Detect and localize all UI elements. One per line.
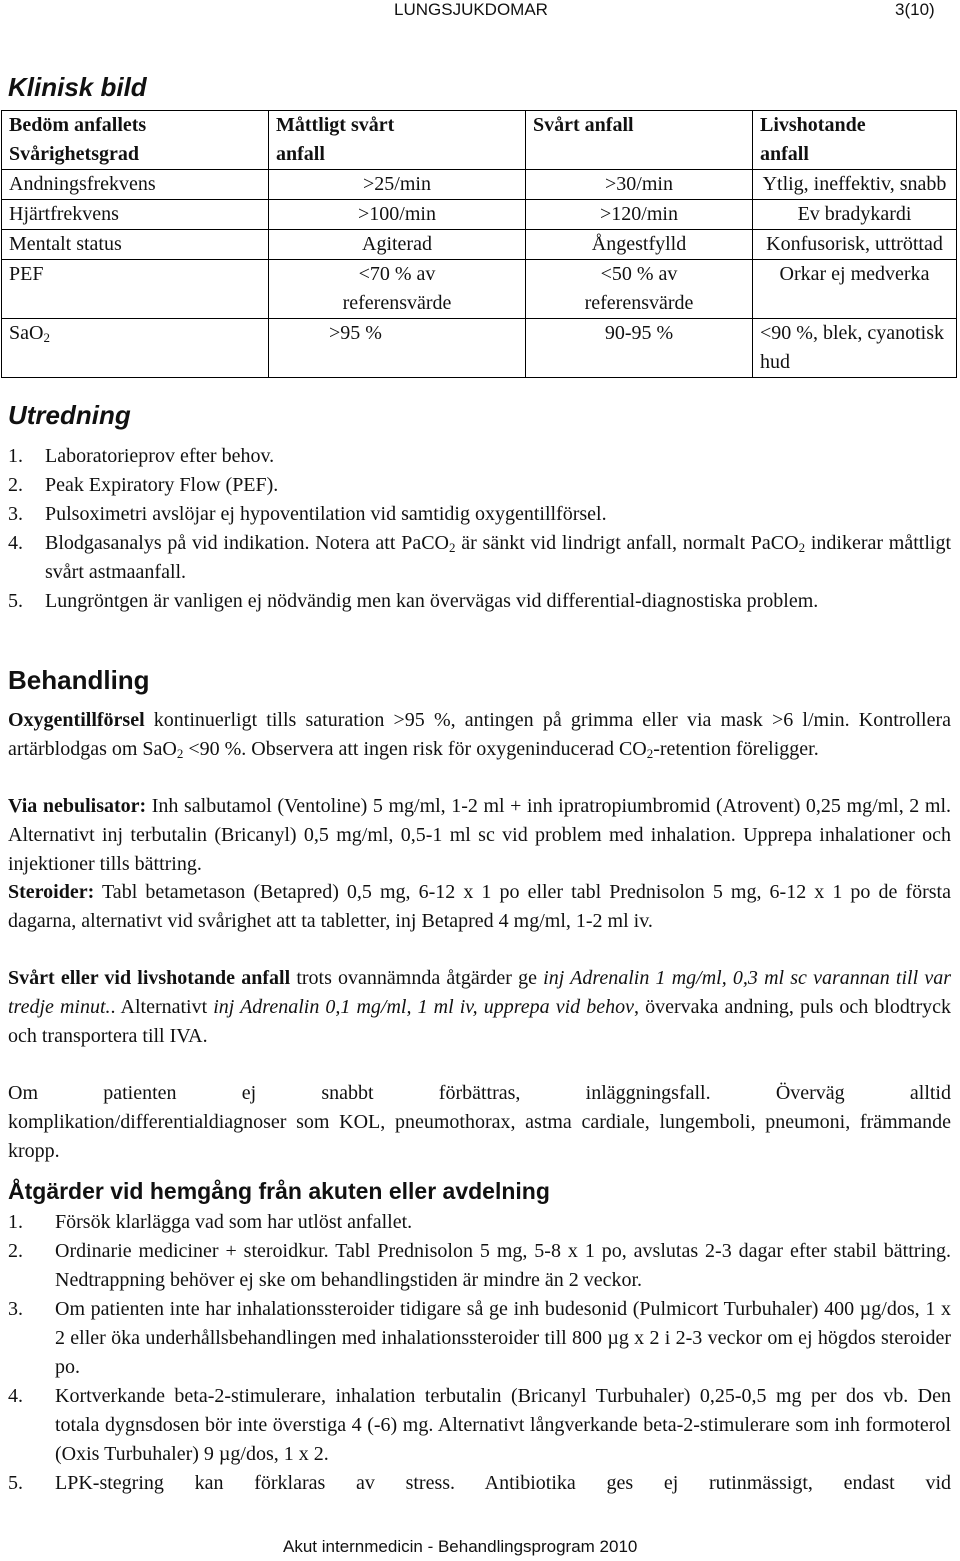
table-cell: Orkar ej medverka [753,260,957,319]
table-header-cell: Svårt anfall [526,111,753,170]
table-row [2,319,957,378]
list-item: 2. Ordinarie mediciner + steroidkur. Tabl Prednisolon 5 mg, 5-8 x 1 po, avslutas 2-3 dagar efter stabil bättring. Nedtrappning behöver ej ske om behandlingstiden är mindre än 2 veckor. [8,1240,951,1291]
table-row [2,200,957,230]
table-cell: >120/min [526,200,753,230]
discharge-list [8,1208,951,1498]
table-cell: Andningsfrekvens [2,170,269,200]
table-cell: SaO$_2$ [2,319,269,378]
treatment-oxygen-paragraph: Oxygentillförsel kontinuerligt tills saturation >95 %, antingen på grimma eller via mask >6 l/min. Kontrollera artärblodgas om SaO$_2$ <90 %. Observera att ingen risk för oxygeninducerad $CO_2$-retention föreligger. [8,709,951,761]
list-item: 4. Kortverkande beta-2-stimulerare, inhalation terbutalin (Bricanyl Turbuhaler) 0,25-0,5 mg per dos vb. Den totala dygnsdosen bör inte överstiga 4 (-6) mg. Alternativt långverkande beta-2-stimulerare som inh formoterol (Oxis Turbuhaler) 9 µg/dos, 1 x 2. [8,1385,951,1465]
page-header [0,0,960,22]
treatment-admission-paragraph: Om patienten ej snabbt förbättras, inläggningsfall. Överväg alltid komplikation/differentialdiagnoser som KOL, pneumothorax, astma cardiale, lungemboli, pneumoni, främmande kropp. [8,1082,951,1162]
table-cell: >25/min [269,170,526,200]
section-heading-investigation: Utredning [8,400,131,430]
section-heading-discharge: Åtgärder vid hemgång från akuten eller avdelning [8,1178,550,1204]
table-row [2,230,957,260]
table-cell: Ytlig, ineffektiv, snabb [753,170,957,200]
treatment-steroids-paragraph: Steroider: Tabl betametason (Betapred) 0,5 mg, 6-12 x 1 po eller tabl Prednisolon 5 mg, 6-12 x 1 po de första dagarna, alternativt vid svårighet att ta tabletter, inj Betapred 4 mg/ml, 1-2 ml iv. [8,881,951,932]
table-cell: PEF [2,260,269,319]
table-cell: >95 % [269,319,526,378]
severity-table [1,110,957,378]
list-item: 5. Lungröntgen är vanligen ej nödvändig men kan övervägas vid differential-diagnostiska problem. [8,590,819,612]
table-cell: Ångestfylld [526,230,753,260]
table-cell: >100/min [269,200,526,230]
table-cell: <90 %, blek, cyanotisk hud [753,319,957,378]
list-item: 3. Pulsoximetri avslöjar ej hypoventilation vid samtidig oxygentillförsel. [8,503,607,525]
table-row [2,170,957,200]
list-item: 2. Peak Expiratory Flow (PEF). [8,474,279,496]
table-header-cell: Måttligt svårt anfall [269,111,526,170]
section-heading-treatment: Behandling [8,665,150,695]
table-cell: Mentalt status [2,230,269,260]
table-cell: Hjärtfrekvens [2,200,269,230]
table-header-row [2,111,957,170]
page-number: 3(10) [895,0,935,19]
table-cell: <70 % av referensvärde [269,260,526,319]
header-title: LUNGSJUKDOMAR [394,0,548,19]
page-footer: Akut internmedicin - Behandlingsprogram 2010 [283,1537,638,1556]
treatment-nebulizer-paragraph: Via nebulisator: Inh salbutamol (Ventoline) 5 mg/ml, 1-2 ml + inh ipratropiumbromid (Atrovent) 0,25 mg/ml, 2 ml. Alternativt inj terbutalin (Bricanyl) 0,5 mg/ml, 0,5-1 ml sc vid problem med inhalation. Upprepa inhalationer och injektioner tills bättring. [8,795,951,875]
section-heading-clinical: Klinisk bild [8,72,147,102]
table-cell: 90-95 % [526,319,753,378]
list-item: 1. Försök klarlägga vad som har utlöst anfallet. [8,1211,413,1233]
treatment-severe-paragraph: Svårt eller vid livshotande anfall trots ovannämnda åtgärder ge inj Adrenalin 1 mg/ml, 0,3 ml sc varannan till var tredje minut.. Alternativt inj Adrenalin 0,1 mg/ml, 1 ml iv, upprepa vid behov, övervaka andning, puls och blodtryck och transportera till IVA. [8,967,951,1047]
table-cell: <50 % av referensvärde [526,260,753,319]
table-cell: Konfusorisk, uttröttad [753,230,957,260]
list-item: 1. Laboratorieprov efter behov. [8,445,275,467]
list-item: 5. LPK-stegring kan förklaras av stress. Antibiotika ges ej rutinmässigt, endast vid [8,1472,951,1494]
table-header-cell: Livshotande anfall [753,111,957,170]
table-cell: >30/min [526,170,753,200]
investigation-list [8,442,951,616]
list-item: 3. Om patienten inte har inhalationssteroider tidigare så ge inh budesonid (Pulmicort Turbuhaler) 400 µg/dos, 1 x 2 eller öka underhållsbehandlingen med inhalationssteroider till 800 µg x 2 i 2-3 veckor om ej högdos steroider po. [8,1298,951,1378]
list-item: 4. Blodgasanalys på vid indikation. Notera att PaCO$_2$ är sänkt vid lindrigt anfall, normalt PaCO$_2$ indikerar måttligt svårt astmaanfall. [8,532,952,583]
table-cell: Ev bradykardi [753,200,957,230]
table-row [2,260,957,319]
table-header-cell: Bedöm anfallets Svårighetsgrad [2,111,269,170]
table-cell: Agiterad [269,230,526,260]
